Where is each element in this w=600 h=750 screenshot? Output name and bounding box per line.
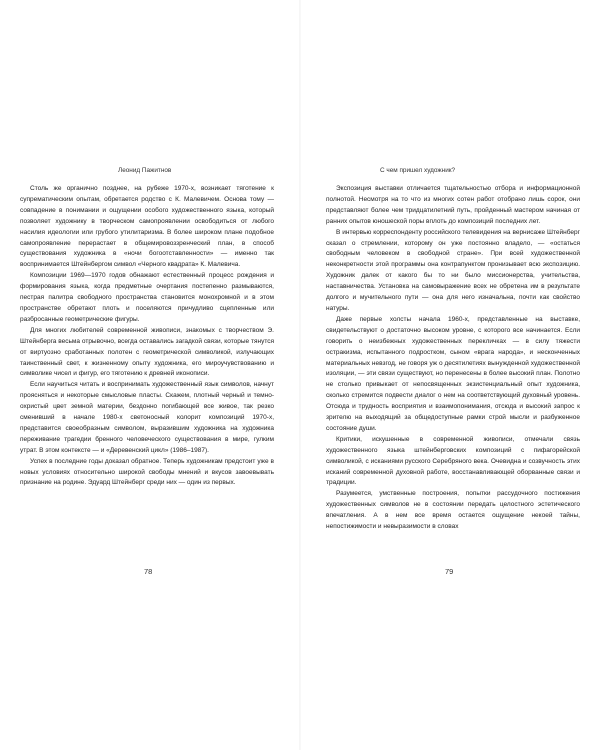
paragraph: Композиции 1969—1970 годов обнажают естественный процесс рождения и формирования языка, когда предметные очертания постепенно размываются, пестрая палитра свободного пространства становится монохромной и в этом пространстве обретают плоть и поселяются причудливо сцепленные или разбросанные геометрические фигуры. xyxy=(20,272,274,323)
paragraph: Для многих любителей современной живописи, знакомых с творчеством Э. Штейнберга весьма отрывочно, всегда оставались загадкой связи, которые тянутся от виртуозно сработанных полотен с геометрической символикой, излучающих таинственный свет, к жизненному опыту художника, его мироучувствованию и символике чисел и фигур, его тяготению к древней иконописи. xyxy=(20,326,274,378)
paragraph: Экспозиция выставки отличается тщательностью отбора и информационной полнотой. Несмотря на то что из многих сотен работ отобрано лишь сорок, они представляют более чем тридцатилетний путь, пройденный мастером начиная от ранних опытов юношеской поры вплоть до композиций последних лет. xyxy=(326,185,580,225)
paragraph: Столь же органично позднее, на рубеже 1970-х, возникает тяготение к супрематическим опытам, обретается родство с К. Малевичем. Основа тому — совпадение в понимании и ощущении особого художественного языка, который позволяет художнику в творческом самопроявлении освободиться от любого насилия идеологии или грубого утилитаризма. В более широком плане подобное самопроявление перерастает в общемировоззренческий план, в способ существования художника в «ночи богоотставленности» — именно так воспринимается Штейнбергом символ «Черного квадрата» К. Малевича. xyxy=(20,185,274,269)
paragraph: Даже первые холсты начала 1960-х, представленные на выставке, свидетельствуют о достаточно высоком уровне, с которого все начинается. Если говорить о неизбежных художественных перекличках — в силу тяжести остракизма, испытанного подростком, сыном «врага народа», и несконченных материальных невзгод, не говоря уж о десятилетиях вынужденной художественной изоляции, — эти связи существуют, но перенесены в более высокий план. Полотно не столько привыкает от непосвященных экзистенциальный опыт художника, сколько стремится подвести диалог о нем на соответствующий духовный уровень. Отсюда и трудность восприятия и взаимопонимания, отсюда и высокий запрос к зрителю на выходящий за общедоступные рамки строй мысли и разбуженное состояние души. xyxy=(326,315,580,432)
paragraph: Успех в последние годы доказал обратное. Теперь художникам предстоит уже в новых условиях относительно широкой свободы мнений и вкусов завоевывать признание на родине. Эдуард Штейнберг среди них — один из первых. xyxy=(20,457,274,487)
page-body xyxy=(326,184,580,533)
paragraph: Разумеется, умственные построения, попытки рассудочного постижения художественных символов не в состоянии передать целостного эстетического впечатления. А в нем все время остается ощущение некоей тайны, непостижимости и невыразимости в словах xyxy=(326,490,580,531)
running-head: С чем пришел художник? xyxy=(380,167,456,174)
paragraph: Критики, искушенные в современной живописи, отмечали связь художественного языка штейнберговских композиций с пифагорейской символикой, с исканиями русского Серебряного века. Очевидна и созвучность этих исканий современной духовной работе, восстанавливающей оборванные связи и традиции. xyxy=(326,435,580,487)
page-number: 78 xyxy=(144,567,153,576)
paragraph: В интервью корреспонденту российского телевидения на вернисаже Штейнберг сказал о стремлении, которому он уже постоянно владело, — «остаться свободным человеком в свободной стране». При всей художественной неконкретности этой программы она контрапунктом пронизывает всю экспозицию. Художник далек от какого бы то ни было миссионерства, учительства, наставничества. Установка на самовыражение всех не обретена им в результате долгого и мучительного пути — она для него изначальна, почти как свойство натуры. xyxy=(326,228,580,312)
running-head: Леонид Пажитнов xyxy=(118,167,172,174)
paragraph: Если научиться читать и воспринимать художественный язык символов, начнут проясняться и некоторые смысловые пласты. Скажем, плотный черный и темно-охристый цвет земной материи, бездонно погибающей все живое, так резко сменивший в начале 1980-х светоносный колорит композиций 1970-х, представится своеобразным символом, выразившим художника на художника переживание трагедии бренного человеческого существования в мире, гулким утрат. В этом контексте — и «Деревенский цикл» (1986–1987). xyxy=(20,381,274,454)
right-page xyxy=(300,0,600,750)
page-number: 79 xyxy=(445,567,454,576)
page-body xyxy=(20,184,274,489)
